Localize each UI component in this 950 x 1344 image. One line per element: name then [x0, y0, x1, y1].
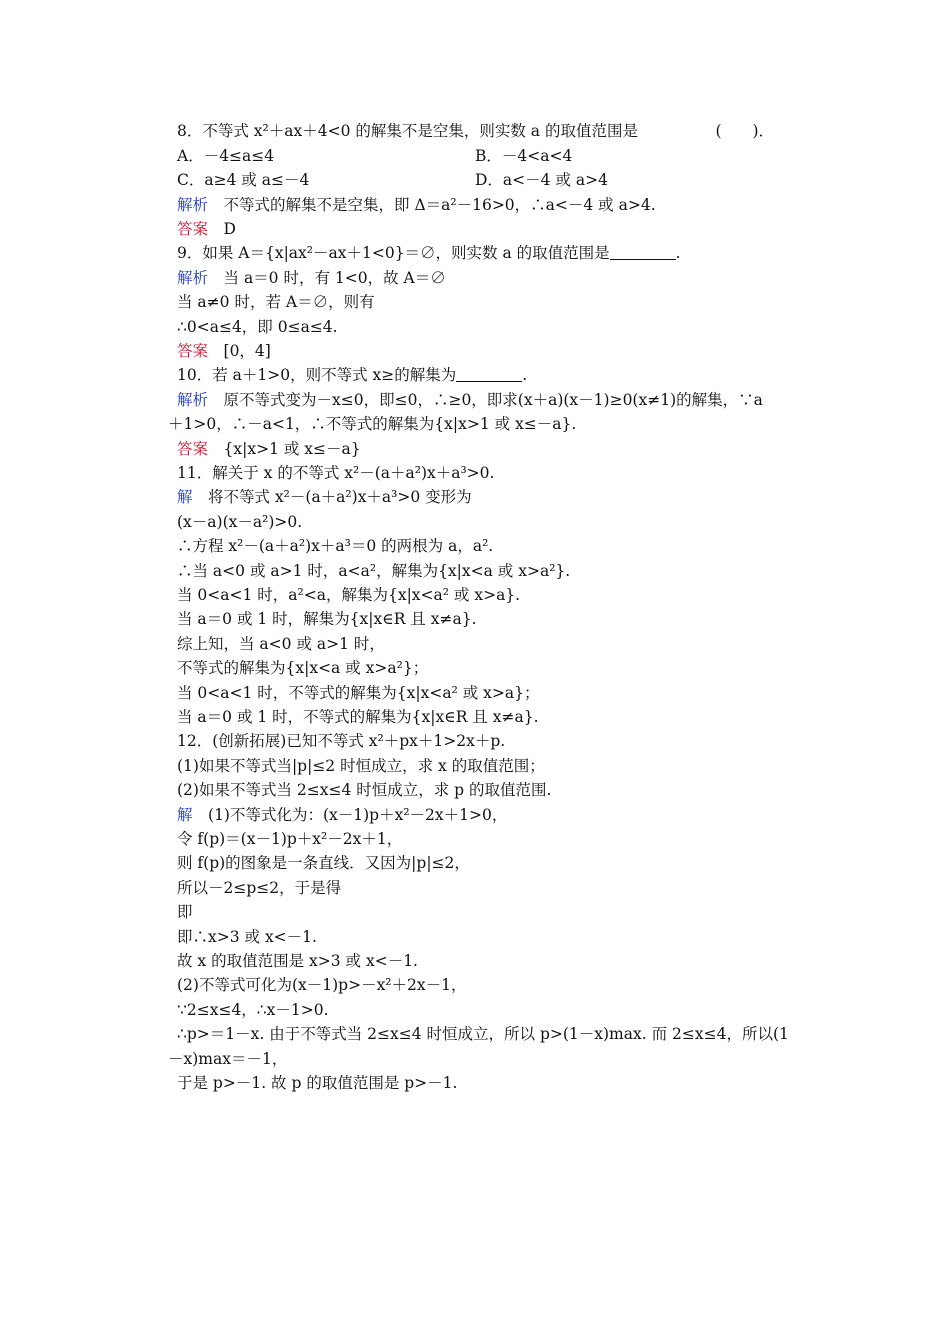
line-text: 当 0<a<1 时，a²<a，解集为{x|x<a² 或 x>a}.	[177, 586, 521, 604]
analysis-label: 解析	[177, 391, 209, 409]
answer-label: 答案	[177, 342, 209, 360]
line-text: 不等式的解集为{x|x<a 或 x>a²}；	[177, 659, 429, 677]
text-line	[177, 999, 329, 1021]
text-line	[177, 877, 341, 899]
line-text: ∴0<a≤4，即 0≤a≤4.	[177, 318, 338, 336]
text-line	[177, 730, 505, 752]
text-line	[475, 145, 572, 167]
text-line	[177, 633, 385, 655]
line-text: 则 f(p)的图象是一条直线．又因为|p|≤2，	[177, 854, 470, 872]
line-tail: .	[522, 366, 528, 384]
line-text: 所以－2≤p≤2，于是得	[177, 879, 342, 897]
text-line	[177, 828, 402, 850]
text-line	[177, 779, 551, 801]
text-line	[177, 901, 193, 923]
text-line	[177, 194, 656, 216]
text-line	[177, 657, 428, 679]
line-text: 将不等式 x²－(a＋a²)x＋a³>0 变形为	[192, 488, 472, 506]
line-text: 即∴x>3 或 x<－1.	[177, 928, 317, 946]
line-text: 12．(创新拓展)已知不等式 x²＋px＋1>2x＋p.	[177, 732, 506, 750]
line-text: B．－4<a<4	[475, 147, 573, 165]
text-line	[177, 852, 470, 874]
answer-label: 答案	[177, 220, 209, 238]
line-text: D．a<－4 或 a>4	[475, 171, 608, 189]
line-text: A．－4≤a≤4	[177, 147, 275, 165]
text-line	[168, 413, 576, 435]
line-text: 故 x 的取值范围是 x>3 或 x<－1.	[177, 952, 418, 970]
text-line	[177, 389, 763, 411]
line-text: [0，4]	[208, 342, 271, 360]
text-line	[475, 169, 608, 191]
line-text: 9．如果 A＝{x|ax²－ax＋1<0}＝∅，则实数 a 的取值范围是	[177, 244, 610, 262]
text-line	[177, 340, 271, 362]
line-text: 即	[177, 903, 193, 921]
line-text: ∵2≤x≤4，∴x－1>0.	[177, 1001, 329, 1019]
analysis-label: 解析	[177, 269, 209, 287]
text-line	[177, 560, 570, 582]
line-text: ∴方程 x²－(a＋a²)x＋a³＝0 的两根为 a，a².	[177, 537, 494, 555]
text-line	[177, 145, 274, 167]
text-line	[177, 926, 317, 948]
text-line	[177, 462, 494, 484]
text-line	[177, 682, 540, 704]
text-line	[177, 291, 375, 313]
line-text: －x)max＝－1，	[168, 1050, 288, 1068]
line-text: (1)如果不等式当|p|≤2 时恒成立，求 x 的取值范围；	[177, 757, 545, 775]
line-text: ∴当 a<0 或 a>1 时，a<a²，解集为{x|x<a 或 x>a²}.	[177, 562, 571, 580]
analysis-label: 解	[177, 488, 193, 506]
line-text: 当 a＝0 或 1 时，解集为{x|x∈R 且 x≠a}.	[177, 610, 477, 628]
line-text: 10．若 a＋1>0，则不等式 x≥的解集为	[177, 366, 457, 384]
answer-label: 答案	[177, 440, 209, 458]
answer-blank	[610, 245, 676, 260]
text-line	[177, 950, 418, 972]
line-text: (x－a)(x－a²)>0.	[177, 513, 303, 531]
line-text: 原不等式变为－x≤0，即≤0，∴≥0，即求(x＋a)(x－1)≥0(x≠1)的解集，∵a	[208, 391, 763, 409]
text-line	[177, 316, 338, 338]
analysis-label: 解	[177, 806, 193, 824]
line-text: 11．解关于 x 的不等式 x²－(a＋a²)x＋a³>0.	[177, 464, 495, 482]
text-line	[177, 364, 527, 386]
line-text: D	[208, 220, 236, 238]
text-line	[177, 486, 472, 508]
line-text: 综上知，当 a<0 或 a>1 时，	[177, 635, 385, 653]
text-line	[177, 218, 236, 240]
text-line	[177, 1072, 457, 1094]
line-text: ∴p>＝1－x. 由于不等式当 2≤x≤4 时恒成立，所以 p>(1－x)max. 而 2≤x≤4，所以(1	[177, 1025, 789, 1043]
text-line	[177, 511, 302, 533]
text-line	[177, 755, 545, 777]
line-text: 8．不等式 x²＋ax＋4<0 的解集不是空集，则实数 a 的取值范围是 ( )．	[177, 122, 775, 140]
text-line	[177, 584, 520, 606]
line-text: 不等式的解集不是空集，即 Δ＝a²－16>0，∴a<－4 或 a>4.	[208, 196, 656, 214]
line-text: (2)如果不等式当 2≤x≤4 时恒成立，求 p 的取值范围.	[177, 781, 552, 799]
text-line	[177, 438, 361, 460]
line-text: 当 a≠0 时，若 A＝∅，则有	[177, 293, 375, 311]
text-line	[177, 267, 446, 289]
text-line	[168, 1048, 287, 1070]
line-text: (2)不等式可化为(x－1)p>－x²＋2x－1，	[177, 976, 467, 994]
line-text: 令 f(p)＝(x－1)p＋x²－2x＋1，	[177, 830, 403, 848]
text-line	[177, 608, 477, 630]
text-line	[177, 242, 681, 264]
text-line	[177, 169, 309, 191]
line-tail: .	[675, 244, 681, 262]
line-text: 于是 p>－1. 故 p 的取值范围是 p>－1.	[177, 1074, 458, 1092]
line-text: 当 a＝0 或 1 时，不等式的解集为{x|x∈R 且 x≠a}.	[177, 708, 539, 726]
answer-blank	[456, 367, 522, 382]
line-text: C．a≥4 或 a≤－4	[177, 171, 310, 189]
line-text: ＋1>0，∴－a<1，∴不等式的解集为{x|x>1 或 x≤－a}.	[168, 415, 577, 433]
line-text: 当 0<a<1 时，不等式的解集为{x|x<a² 或 x>a}；	[177, 684, 540, 702]
line-text: {x|x>1 或 x≤－a}	[208, 440, 361, 458]
text-line	[177, 1023, 789, 1045]
analysis-label: 解析	[177, 196, 209, 214]
text-line	[177, 706, 539, 728]
text-line	[177, 804, 507, 826]
text-line	[177, 535, 493, 557]
text-line	[177, 120, 774, 142]
text-line	[177, 974, 466, 996]
line-text: 当 a＝0 时，有 1<0，故 A＝∅	[208, 269, 446, 287]
line-text: (1)不等式化为：(x－1)p＋x²－2x＋1>0，	[192, 806, 508, 824]
